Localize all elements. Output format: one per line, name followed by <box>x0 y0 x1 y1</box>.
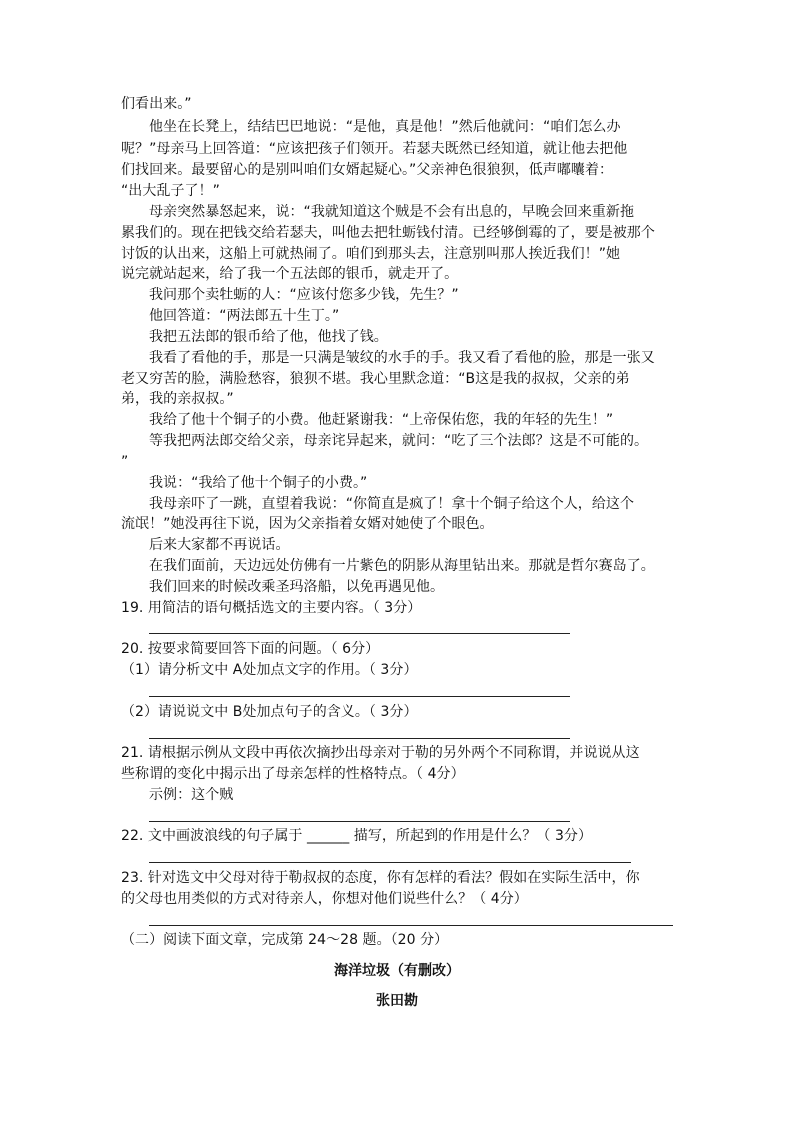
passage-line: 弟，我的亲叔叔。” <box>121 391 234 407</box>
question-20: 20. 按要求简要回答下面的问题。（ 6分） <box>121 641 380 657</box>
passage-line: ” <box>121 454 129 470</box>
question-23: 23. 针对选文中父母对待于勒叔叔的态度，你有怎样的看法？假如在实际生活中，你 <box>121 870 640 886</box>
answer-line-21[interactable] <box>149 821 570 822</box>
passage-line: 说完就站起来，给了我一个五法郎的银币，就走开了。 <box>121 266 459 282</box>
passage-line: 我把五法郎的银币给了他，他找了钱。 <box>149 329 388 345</box>
passage-line: 我母亲吓了一跳，直望着我说：“你简直是疯了！拿十个铜子给这个人，给这个 <box>149 496 635 512</box>
passage-line: 等我把两法郎交给父亲，母亲诧异起来，就问：“吃了三个法郎？这是不可能的。 <box>149 433 649 449</box>
question-19: 19. 用简洁的语句概括选文的主要内容。（ 3分） <box>121 600 422 616</box>
question-20-1: （1）请分析文中 A处加点文字的作用。（ 3分） <box>121 662 418 678</box>
passage-line: 老又穷苦的脸，满脸愁容，狼狈不堪。我心里默念道：“B这是我的叔叔，父亲的弟 <box>121 371 630 387</box>
passage-line: 母亲突然暴怒起来，说：“我就知道这个贼是不会有出息的，早晚会回来重新拖 <box>149 204 635 220</box>
question-21-example: 示例：这个贼 <box>149 787 234 803</box>
passage-line: 呢？”母亲马上回答道：“应该把孩子们领开。若瑟夫既然已经知道，就让他去把他 <box>121 141 628 157</box>
passage-line: 讨饭的认出来，这船上可就热闹了。咱们到那头去，注意别叫那人挨近我们！”她 <box>121 246 621 262</box>
passage-line: 我看了看他的手，那是一只满是皱纹的水手的手。我又看了看他的脸，那是一张又 <box>149 350 655 366</box>
passage-line: 我给了他十个铜子的小费。他赶紧谢我：“上帝保佑您，我的年轻的先生！” <box>149 412 614 428</box>
passage-line: 他回答道：“两法郎五十生丁。” <box>149 308 340 324</box>
answer-line-19[interactable] <box>149 633 570 634</box>
article-author: 张田勘 <box>376 993 418 1009</box>
passage-line: 我们回来的时候改乘圣玛洛船，以免再遇见他。 <box>149 579 445 595</box>
passage-line: 我问那个卖牡蛎的人：“应该付您多少钱，先生？” <box>149 287 459 303</box>
passage-line: 流氓！”她没再往下说，因为父亲指着女婿对她使了个眼色。 <box>121 516 494 532</box>
passage-line: 累我们的。现在把钱交给若瑟夫，叫他去把牡蛎钱付清。已经够倒霉的了，要是被那个 <box>121 225 655 241</box>
question-23-cont: 的父母也用类似的方式对待亲人，你想对他们说些什么？（ 4分） <box>121 891 528 907</box>
passage-line: 他坐在长凳上，结结巴巴地说：“是他，真是他！”然后他就问：“咱们怎么办 <box>149 119 621 135</box>
question-21: 21. 请根据示例从文段中再依次摘抄出母亲对于勒的另外两个不同称谓，并说说从这 <box>121 745 640 761</box>
passage-line: 们找回来。最要留心的是别叫咱们女婿起疑心。”父亲神色很狼狈，低声嘟囔着： <box>121 162 614 178</box>
passage-line: 后来大家都不再说话。 <box>149 537 290 553</box>
question-21-cont: 些称谓的变化中揭示出了母亲怎样的性格特点。（ 4分） <box>121 766 465 782</box>
article-title: 海洋垃圾（有删改） <box>334 963 460 979</box>
section-heading: （二）阅读下面文章，完成第 24～28 题。（20 分） <box>121 932 449 948</box>
answer-line-23[interactable] <box>149 925 673 926</box>
passage-line: 在我们面前，天边远处仿佛有一片紫色的阴影从海里钻出来。那就是哲尔赛岛了。 <box>149 558 655 574</box>
passage-line: 们看出来。” <box>121 96 192 112</box>
question-22: 22. 文中画波浪线的句子属于 ______ 描写，所起到的作用是什么？（ 3分） <box>121 828 593 844</box>
passage-line: 我说：“我给了他十个铜子的小费。” <box>149 475 368 491</box>
passage-line: “出大乱子了！” <box>121 183 220 199</box>
answer-line-22[interactable] <box>149 862 631 863</box>
question-20-2: （2）请说说文中 B处加点句子的含义。（ 3分） <box>121 704 418 720</box>
answer-line-20-2[interactable] <box>149 738 570 739</box>
answer-line-20-1[interactable] <box>149 696 570 697</box>
